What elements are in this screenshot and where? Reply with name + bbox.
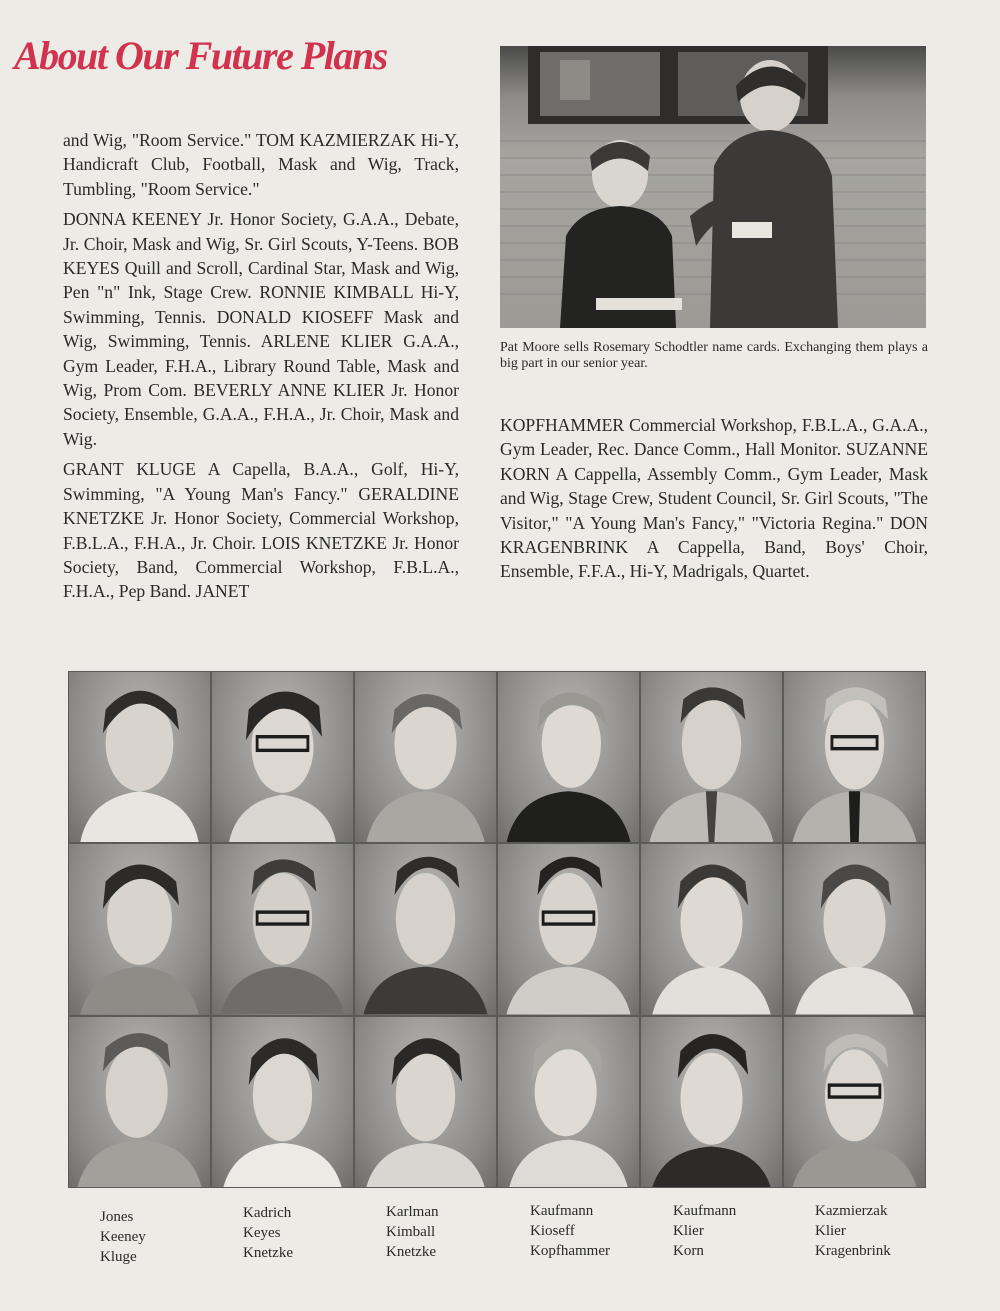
- student-name: Klier: [815, 1223, 846, 1239]
- bio-text-left: [63, 128, 459, 610]
- student-name: Kaufmann: [673, 1203, 737, 1219]
- student-name: Korn: [673, 1243, 704, 1259]
- candid-photo-drawing: [500, 46, 926, 328]
- name-column: [815, 1201, 891, 1261]
- student-name: Kimball: [386, 1224, 436, 1240]
- photo-caption: Pat Moore sells Rosemary Schodtler name cards. Exchanging them plays a big part in our senior year.: [500, 340, 928, 371]
- portrait-knetzke-1: [212, 1017, 353, 1187]
- student-name: Jones: [100, 1209, 134, 1225]
- name-column: [673, 1201, 736, 1261]
- portrait-knetzke-2: [355, 1017, 496, 1187]
- bio-paragraph: and Wig, "Room Service." TOM KAZMIERZAK Hi-Y, Handicraft Club, Football, Mask and Wig, Track, Tumbling, "Room Service.": [63, 130, 459, 199]
- candid-photo: [500, 46, 926, 328]
- name-column: [100, 1207, 146, 1267]
- student-name: Kazmierzak: [815, 1203, 888, 1219]
- student-name: Knetzke: [386, 1244, 436, 1260]
- portrait-kaufmann-2: [641, 672, 782, 842]
- student-name: Kadrich: [243, 1205, 292, 1221]
- portrait-name-list: [100, 1203, 940, 1277]
- portrait-klier-1: [641, 844, 782, 1014]
- portrait-kaufmann-1: [498, 672, 639, 842]
- student-name: Kaufmann: [530, 1203, 594, 1219]
- student-name: Kioseff: [530, 1223, 575, 1239]
- portrait-klier-2: [784, 844, 925, 1014]
- page-title: About Our Future Plans: [14, 33, 387, 78]
- portrait-kazmierzak: [784, 672, 925, 842]
- senior-portrait-grid: [68, 671, 926, 1188]
- portrait-kopfhammer: [498, 1017, 639, 1187]
- student-name: Karlman: [386, 1204, 439, 1220]
- name-column: [530, 1201, 610, 1261]
- student-name: Keeney: [100, 1229, 146, 1245]
- student-name: Kragenbrink: [815, 1243, 891, 1259]
- portrait-kluge: [69, 1017, 210, 1187]
- name-column: [386, 1202, 438, 1262]
- name-column: [243, 1203, 293, 1263]
- portrait-jones: [69, 672, 210, 842]
- bio-paragraph: GRANT KLUGE A Capella, B.A.A., Golf, Hi-Y, Swimming, "A Young Man's Fancy." GERALDINE KNETZKE Jr. Honor Society, Commercial Workshop, F.B.L.A., F.H.A., Jr. Choir. LOIS KNETZKE Jr. Honor Society, Band, Commercial Workshop, F.B.L.A., F.H.A., Pep Band. JANET: [63, 459, 459, 602]
- bio-text-right: [500, 413, 928, 590]
- student-name: Kluge: [100, 1249, 137, 1265]
- student-name: Knetzke: [243, 1245, 293, 1261]
- portrait-kioseff: [498, 844, 639, 1014]
- portrait-kimball: [355, 844, 496, 1014]
- portrait-korn: [641, 1017, 782, 1187]
- portrait-keeney: [69, 844, 210, 1014]
- student-name: Keyes: [243, 1225, 281, 1241]
- student-name: Kopfhammer: [530, 1243, 610, 1259]
- bio-paragraph: DONNA KEENEY Jr. Honor Society, G.A.A., Debate, Jr. Choir, Mask and Wig, Sr. Girl Scouts, Y-Teens. BOB KEYES Quill and Scroll, Cardinal Star, Mask and Wig, Pen "n" Ink, Stage Crew. RONNIE KIMBALL Hi-Y, Swimming, Tennis. DONALD KIOSEFF Mask and Wig, Swimming, Tennis. ARLENE KLIER G.A.A., Gym Leader, F.H.A., Library Round Table, Mask and Wig, Prom Com. BEVERLY ANNE KLIER Jr. Honor Society, Ensemble, G.A.A., F.H.A., Jr. Choir, Mask and Wig.: [63, 209, 459, 449]
- student-name: Klier: [673, 1223, 704, 1239]
- portrait-karlman: [355, 672, 496, 842]
- portrait-kragenbrink: [784, 1017, 925, 1187]
- portrait-keyes: [212, 844, 353, 1014]
- bio-paragraph: KOPFHAMMER Commercial Workshop, F.B.L.A., G.A.A., Gym Leader, Rec. Dance Comm., Hall Monitor. SUZANNE KORN A Cappella, Assembly Comm., Gym Leader, Mask and Wig, Stage Crew, Student Council, Sr. Girl Scouts, "The Visitor," "A Young Man's Fancy," "Victoria Regina." DON KRAGENBRINK A Cappella, Band, Boys' Choir, Ensemble, F.F.A., Hi-Y, Madrigals, Quartet.: [500, 415, 928, 582]
- portrait-kadrich: [212, 672, 353, 842]
